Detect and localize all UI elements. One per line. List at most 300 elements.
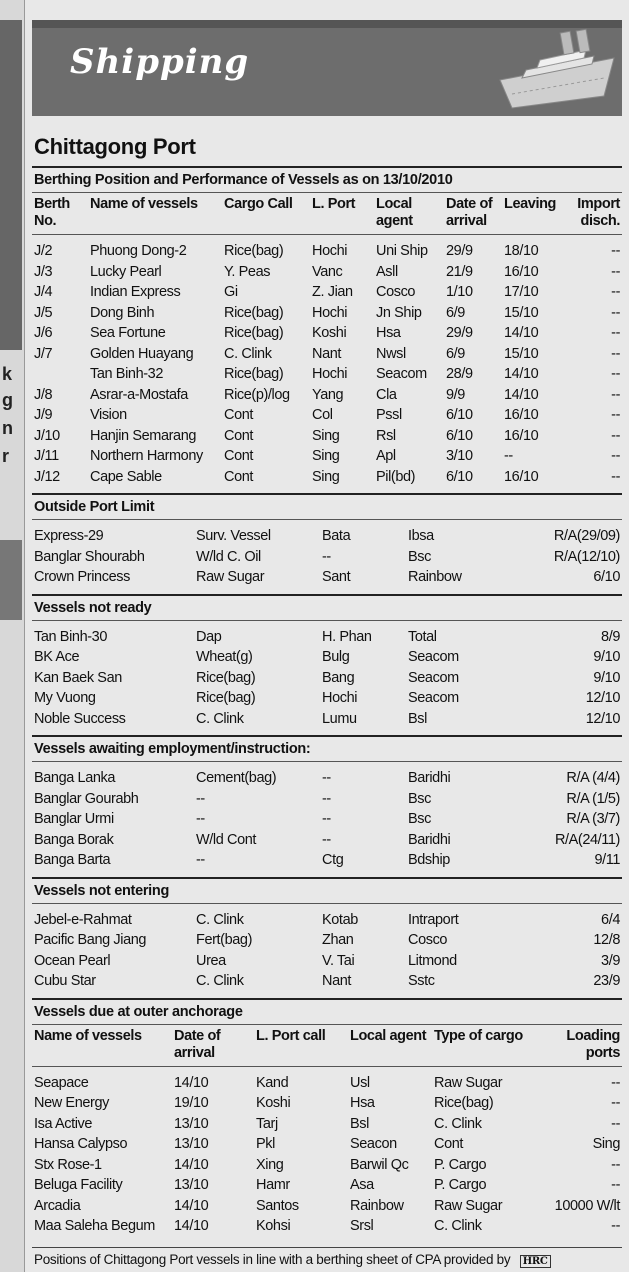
- table-row: [32, 1196, 622, 1217]
- table-cell: Asa: [350, 1177, 374, 1193]
- table-cell: Cont: [224, 407, 254, 423]
- table-cell: Hanjin Semarang: [90, 427, 197, 444]
- table-cell: 12/10: [585, 710, 620, 727]
- table-cell: 18/10: [504, 243, 539, 259]
- column-header: Date of arrival: [446, 196, 493, 229]
- table-cell: C. Clink: [196, 973, 244, 989]
- column-header: Import disch.: [577, 196, 620, 229]
- table-cell: Tarj: [256, 1115, 278, 1132]
- table-cell: C. Clink: [434, 1218, 482, 1234]
- outer-anchorage-heading: Vessels due at outer anchorage: [32, 998, 622, 1025]
- table-cell: --: [504, 448, 513, 464]
- table-cell: 9/11: [594, 852, 620, 868]
- table-row: [32, 526, 622, 547]
- table-cell: 17/10: [504, 284, 539, 300]
- table-cell: Cosco: [408, 932, 448, 948]
- table-row: [32, 344, 622, 365]
- column-header: Leaving: [504, 196, 556, 212]
- table-row: [32, 1093, 622, 1114]
- column-header: L. Port: [312, 196, 356, 212]
- table-cell: --: [611, 427, 620, 444]
- table-cell: Bata: [322, 528, 351, 544]
- table-row: [32, 1134, 622, 1155]
- not-ready-heading: Vessels not ready: [32, 594, 622, 621]
- table-cell: Baridhi: [408, 831, 451, 848]
- table-cell: Pssl: [376, 407, 402, 423]
- table-cell: Arcadia: [34, 1197, 81, 1214]
- table-row: [32, 1175, 622, 1196]
- table-cell: Indian Express: [90, 284, 181, 300]
- table-cell: Ctg: [322, 852, 344, 868]
- table-cell: 12/8: [593, 932, 620, 948]
- table-cell: 12/10: [585, 690, 620, 706]
- table-cell: 3/9: [601, 952, 620, 969]
- table-cell: R/A(12/10): [553, 548, 620, 565]
- table-cell: Stx Rose-1: [34, 1156, 102, 1173]
- not-entering-table: [32, 904, 622, 998]
- table-cell: P. Cargo: [434, 1156, 487, 1173]
- table-cell: 14/10: [174, 1218, 209, 1234]
- table-cell: Srsl: [350, 1218, 374, 1234]
- table-cell: Yang: [312, 386, 344, 403]
- table-cell: Seacom: [408, 649, 459, 665]
- table-cell: Seapace: [34, 1074, 89, 1091]
- column-header: Loading ports: [566, 1027, 620, 1061]
- table-cell: Cla: [376, 386, 397, 403]
- table-cell: Hochi: [312, 304, 348, 321]
- table-cell: Hochi: [322, 690, 358, 706]
- table-row: [32, 1114, 622, 1135]
- table-cell: Dong Binh: [90, 304, 155, 321]
- table-cell: [32, 364, 88, 385]
- table-cell: Apl: [376, 448, 396, 464]
- table-row: [32, 446, 622, 467]
- berthing-heading: Berthing Position and Performance of Vessels as on 13/10/2010: [32, 166, 622, 193]
- table-cell: Bsl: [350, 1115, 369, 1132]
- table-cell: Kotab: [322, 911, 358, 928]
- table-row: [32, 830, 622, 851]
- table-cell: Phuong Dong-2: [90, 243, 187, 259]
- table-cell: --: [611, 1095, 620, 1111]
- footer-text: Positions of Chittagong Port vessels in line with a berthing sheet of CPA provided by: [34, 1251, 511, 1267]
- table-cell: Dap: [196, 628, 222, 645]
- table-cell: --: [611, 407, 620, 423]
- adjacent-char: g: [2, 390, 13, 410]
- column-header: Name of vessels: [34, 1027, 142, 1044]
- table-cell: Baridhi: [408, 770, 451, 786]
- table-cell: Hsa: [376, 325, 401, 341]
- table-cell: J/8: [34, 386, 53, 403]
- table-cell: Cape Sable: [90, 468, 162, 485]
- table-cell: Fert(bag): [196, 932, 253, 948]
- table-cell: C. Clink: [434, 1115, 482, 1132]
- table-row: [32, 1073, 622, 1094]
- table-cell: Banga Borak: [34, 831, 114, 848]
- table-row: [32, 364, 622, 385]
- table-cell: --: [322, 811, 331, 827]
- table-cell: 13/10: [174, 1136, 209, 1152]
- table-cell: Sing: [592, 1136, 620, 1152]
- table-cell: Isa Active: [34, 1115, 93, 1132]
- column-header: L. Port call: [256, 1027, 326, 1044]
- table-cell: Banglar Gourabh: [34, 790, 139, 807]
- table-row: [32, 809, 622, 830]
- table-row: [32, 467, 622, 488]
- table-cell: Vanc: [312, 263, 343, 280]
- adjacent-photo: [0, 540, 22, 620]
- table-row: [32, 971, 622, 992]
- outside-port-heading: Outside Port Limit: [32, 493, 622, 520]
- adjacent-photo: [0, 20, 22, 350]
- table-row: [32, 709, 622, 730]
- adjacent-char: r: [2, 446, 10, 466]
- table-cell: C. Clink: [224, 345, 272, 362]
- table-cell: 9/10: [593, 649, 620, 665]
- column-header: Date of arrival: [174, 1027, 221, 1061]
- table-cell: Beluga Facility: [34, 1177, 123, 1193]
- table-cell: Pkl: [256, 1136, 275, 1152]
- table-cell: 14/10: [504, 366, 539, 382]
- table-row: [32, 282, 622, 303]
- table-cell: BK Ace: [34, 649, 80, 665]
- table-cell: J/12: [34, 468, 60, 485]
- table-cell: 19/10: [174, 1095, 209, 1111]
- table-cell: Golden Huayang: [90, 345, 194, 362]
- table-cell: --: [322, 548, 331, 565]
- awaiting-table: [32, 762, 622, 877]
- table-cell: Gi: [224, 284, 238, 300]
- table-cell: Sstc: [408, 973, 435, 989]
- table-cell: 6/10: [446, 468, 473, 485]
- outside-port-table: [32, 520, 622, 594]
- table-cell: 13/10: [174, 1177, 209, 1193]
- adjacent-char: n: [2, 418, 13, 438]
- table-cell: Rice(bag): [224, 325, 284, 341]
- table-cell: Vision: [90, 407, 127, 423]
- table-cell: W/ld Cont: [196, 831, 257, 848]
- section-banner: [32, 20, 622, 116]
- table-cell: J/9: [34, 407, 53, 423]
- table-cell: J/10: [34, 427, 60, 444]
- table-cell: 6/4: [601, 911, 620, 928]
- table-cell: --: [611, 284, 620, 300]
- ship-icon: [492, 18, 622, 123]
- table-cell: Rice(bag): [196, 690, 256, 706]
- table-cell: Cont: [224, 448, 254, 464]
- table-cell: 14/10: [174, 1156, 209, 1173]
- table-cell: Rainbow: [408, 569, 462, 585]
- table-cell: Seacom: [376, 366, 427, 382]
- table-cell: J/4: [34, 284, 53, 300]
- table-cell: H. Phan: [322, 628, 372, 645]
- table-cell: Surv. Vessel: [196, 528, 271, 544]
- table-cell: Nant: [322, 973, 352, 989]
- table-row: [32, 1155, 622, 1176]
- table-cell: Litmond: [408, 952, 457, 969]
- table-row: [32, 951, 622, 972]
- table-cell: Koshi: [312, 325, 347, 341]
- table-cell: Y. Peas: [224, 263, 271, 280]
- table-cell: 21/9: [446, 263, 473, 280]
- table-cell: Cont: [224, 427, 254, 444]
- table-cell: --: [611, 263, 620, 280]
- table-cell: Lucky Pearl: [90, 263, 162, 280]
- table-row: [32, 405, 622, 426]
- table-cell: 9/10: [593, 669, 620, 686]
- table-cell: Usl: [350, 1074, 370, 1091]
- table-cell: Koshi: [256, 1095, 291, 1111]
- table-cell: Rsl: [376, 427, 396, 444]
- table-cell: Cont: [224, 468, 254, 485]
- table-cell: --: [196, 811, 205, 827]
- table-cell: Banglar Urmi: [34, 811, 114, 827]
- not-entering-heading: Vessels not entering: [32, 877, 622, 904]
- table-cell: 14/10: [174, 1197, 209, 1214]
- table-cell: Rice(p)/log: [224, 386, 290, 403]
- table-cell: 29/9: [446, 325, 473, 341]
- table-cell: New Energy: [34, 1095, 109, 1111]
- table-cell: 15/10: [504, 304, 539, 321]
- table-cell: --: [196, 790, 205, 807]
- table-cell: Ocean Pearl: [34, 952, 111, 969]
- table-cell: Noble Success: [34, 710, 126, 727]
- table-cell: --: [611, 1156, 620, 1173]
- table-cell: Pacific Bang Jiang: [34, 932, 147, 948]
- table-cell: Express-29: [34, 528, 104, 544]
- table-row: [32, 930, 622, 951]
- hrc-logo: HRC: [520, 1255, 551, 1268]
- table-row: [32, 323, 622, 344]
- table-cell: 14/10: [174, 1074, 209, 1091]
- table-cell: C. Clink: [196, 911, 244, 928]
- table-cell: 9/9: [446, 386, 465, 403]
- table-cell: Nant: [312, 345, 342, 362]
- table-cell: Kohsi: [256, 1218, 291, 1234]
- column-header: Name of vessels: [90, 196, 198, 212]
- table-cell: Rice(bag): [434, 1095, 494, 1111]
- table-row: [32, 567, 622, 588]
- table-cell: 16/10: [504, 468, 539, 485]
- table-cell: Uni Ship: [376, 243, 428, 259]
- table-cell: Hamr: [256, 1177, 290, 1193]
- table-cell: Tan Binh-32: [90, 366, 163, 382]
- column-header: Local agent: [376, 196, 413, 229]
- table-cell: Hochi: [312, 243, 348, 259]
- table-row: [32, 768, 622, 789]
- table-cell: Pil(bd): [376, 468, 416, 485]
- table-row: [32, 385, 622, 406]
- table-cell: 15/10: [504, 345, 539, 362]
- table-cell: Seacon: [350, 1136, 397, 1152]
- table-cell: Seacom: [408, 690, 459, 706]
- section-title: Shipping: [70, 42, 250, 82]
- table-cell: Total: [408, 628, 437, 645]
- table-cell: 3/10: [446, 448, 473, 464]
- table-cell: 6/10: [446, 407, 473, 423]
- table-row: [32, 426, 622, 447]
- table-cell: 1/10: [446, 284, 473, 300]
- table-row: [32, 627, 622, 648]
- table-cell: Bulg: [322, 649, 350, 665]
- table-cell: Banga Lanka: [34, 770, 116, 786]
- table-cell: Rice(bag): [224, 243, 284, 259]
- table-cell: Xing: [256, 1156, 284, 1173]
- table-cell: Bsl: [408, 710, 427, 727]
- table-row: [32, 789, 622, 810]
- table-cell: 8/9: [601, 628, 620, 645]
- column-header: Type of cargo: [434, 1027, 523, 1044]
- table-cell: Bdship: [408, 852, 450, 868]
- table-cell: 16/10: [504, 263, 539, 280]
- table-cell: 16/10: [504, 427, 539, 444]
- table-cell: Lumu: [322, 710, 357, 727]
- table-cell: --: [611, 468, 620, 485]
- table-cell: Hochi: [312, 366, 348, 382]
- table-cell: 13/10: [174, 1115, 209, 1132]
- table-cell: 6/9: [446, 304, 465, 321]
- spacer: [32, 1237, 622, 1243]
- table-cell: Bsc: [408, 790, 431, 807]
- adjacent-char: k: [2, 364, 13, 384]
- table-cell: Rice(bag): [224, 366, 284, 382]
- table-cell: Maa Saleha Begum: [34, 1218, 155, 1234]
- table-cell: My Vuong: [34, 690, 96, 706]
- table-cell: R/A (3/7): [566, 811, 620, 827]
- table-cell: --: [611, 1074, 620, 1091]
- table-cell: J/7: [34, 345, 53, 362]
- table-cell: Santos: [256, 1197, 299, 1214]
- table-cell: 6/10: [593, 569, 620, 585]
- table-cell: Urea: [196, 952, 226, 969]
- table-cell: R/A(24/11): [554, 831, 620, 848]
- table-cell: Sing: [312, 427, 340, 444]
- table-cell: Jebel-e-Rahmat: [34, 911, 132, 928]
- table-cell: Hsa: [350, 1095, 375, 1111]
- table-cell: J/2: [34, 243, 53, 259]
- table-cell: 29/9: [446, 243, 473, 259]
- table-row: [32, 668, 622, 689]
- table-cell: Asrar-a-Mostafa: [90, 386, 188, 403]
- table-cell: Bsc: [408, 548, 431, 565]
- table-row: [32, 850, 622, 871]
- table-cell: Cosco: [376, 284, 416, 300]
- awaiting-heading: Vessels awaiting employment/instruction:: [32, 735, 622, 762]
- table-cell: Sea Fortune: [90, 325, 166, 341]
- table-cell: Kand: [256, 1074, 289, 1091]
- table-cell: 14/10: [504, 386, 539, 403]
- table-cell: Cont: [434, 1136, 464, 1152]
- table-cell: --: [611, 448, 620, 464]
- table-cell: --: [611, 386, 620, 403]
- table-cell: Cubu Star: [34, 973, 96, 989]
- table-cell: Raw Sugar: [434, 1074, 503, 1091]
- table-row: [32, 1216, 622, 1237]
- table-cell: Wheat(g): [196, 649, 253, 665]
- table-cell: 10000 W/lt: [554, 1197, 620, 1214]
- table-cell: 14/10: [504, 325, 539, 341]
- table-cell: --: [322, 770, 331, 786]
- table-cell: Nwsl: [376, 345, 406, 362]
- table-cell: Bsc: [408, 811, 431, 827]
- column-header: Berth No.: [34, 196, 70, 229]
- table-cell: --: [611, 1115, 620, 1132]
- table-cell: R/A (1/5): [566, 790, 620, 807]
- table-cell: Hansa Calypso: [34, 1136, 128, 1152]
- table-header: [32, 193, 622, 235]
- table-cell: 16/10: [504, 407, 539, 423]
- table-header: [32, 1025, 622, 1067]
- table-cell: W/ld C. Oil: [196, 548, 261, 565]
- table-cell: Banglar Shourabh: [34, 548, 145, 565]
- table-cell: R/A (4/4): [566, 770, 620, 786]
- table-cell: --: [322, 790, 331, 807]
- table-cell: C. Clink: [196, 710, 244, 727]
- table-cell: --: [611, 1218, 620, 1234]
- not-ready-table: [32, 621, 622, 736]
- table-cell: 6/9: [446, 345, 465, 362]
- table-cell: --: [196, 852, 205, 868]
- table-cell: --: [611, 325, 620, 341]
- shipping-page: [32, 20, 622, 1272]
- table-cell: Sing: [312, 448, 340, 464]
- table-cell: J/11: [34, 448, 59, 464]
- table-cell: Tan Binh-30: [34, 628, 107, 645]
- table-cell: Intraport: [408, 911, 459, 928]
- table-cell: Jn Ship: [376, 304, 422, 321]
- table-row: [32, 303, 622, 324]
- table-cell: Crown Princess: [34, 569, 130, 585]
- table-cell: Z. Jian: [312, 284, 353, 300]
- table-cell: Rice(bag): [196, 669, 256, 686]
- table-cell: Col: [312, 407, 333, 423]
- table-row: [32, 241, 622, 262]
- table-row: [32, 262, 622, 283]
- table-cell: R/A(29/09): [553, 528, 620, 544]
- table-row: [32, 647, 622, 668]
- port-title: Chittagong Port: [34, 134, 196, 159]
- table-cell: --: [611, 1177, 620, 1193]
- table-cell: Rice(bag): [224, 304, 284, 321]
- table-cell: V. Tai: [322, 952, 355, 969]
- table-cell: Seacom: [408, 669, 459, 686]
- table-cell: Sing: [312, 468, 340, 485]
- table-cell: Banga Barta: [34, 852, 111, 868]
- table-cell: J/5: [34, 304, 53, 321]
- table-cell: J/3: [34, 263, 53, 280]
- table-row: [32, 688, 622, 709]
- table-cell: Barwil Qc: [350, 1156, 409, 1173]
- column-header: Local agent: [350, 1027, 427, 1044]
- table-cell: Cement(bag): [196, 770, 277, 786]
- table-cell: P. Cargo: [434, 1177, 487, 1193]
- table-cell: 6/10: [446, 427, 473, 444]
- table-cell: 23/9: [593, 973, 620, 989]
- footer-note: [32, 1247, 622, 1272]
- table-cell: Bang: [322, 669, 355, 686]
- table-cell: J/6: [34, 325, 53, 341]
- table-cell: Rainbow: [350, 1197, 404, 1214]
- column-header: Cargo Call: [224, 196, 293, 212]
- table-row: [32, 910, 622, 931]
- table-cell: --: [611, 345, 620, 362]
- table-cell: Ibsa: [408, 528, 434, 544]
- outer-anchorage-table: [32, 1025, 622, 1243]
- table-cell: 28/9: [446, 366, 473, 382]
- adjacent-column-strip: [0, 0, 25, 1272]
- berthing-table: [32, 193, 622, 493]
- table-cell: --: [611, 304, 620, 321]
- table-cell: --: [611, 243, 620, 259]
